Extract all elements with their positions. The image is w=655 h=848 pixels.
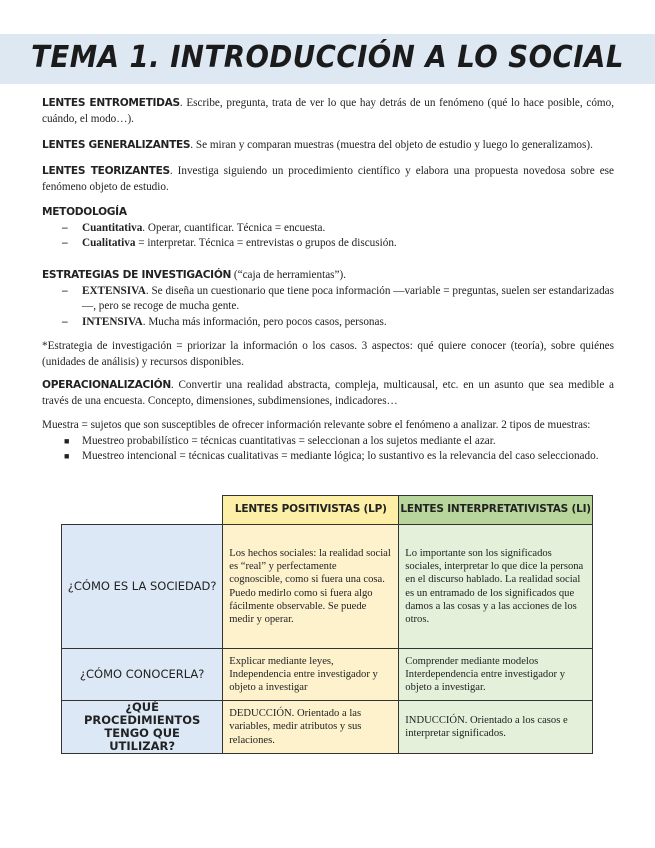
row-label-como-es-la-sociedad: ¿CÓMO ES LA SOCIEDAD?: [62, 525, 223, 649]
table-row: [62, 525, 593, 649]
header-lentes-interpretativistas: LENTES INTERPRETATIVISTAS (LI): [399, 496, 593, 525]
operacionalizacion-text: . Convertir una realidad abstracta, compleja, multicausal, etc. en un asunto que sea medible a través de una encuesta. Concepto, dimensiones, subdimensiones, indicadores…: [42, 379, 614, 407]
table-corner-cell: [62, 496, 223, 525]
page-title: TEMA 1. INTRODUCCIÓN A LO SOCIAL: [31, 40, 624, 75]
cell-positivistas: Explicar mediante leyes, Independencia entre investigador y objeto a investigar: [223, 649, 399, 701]
dash-bullet-icon: –: [62, 284, 68, 297]
lentes-teorizantes-text: Investiga siguiendo un procedimiento científico y elabora una propuesta novedosa sobre ese fenómeno objeto de estudio.: [42, 165, 614, 193]
estrategias-section: [42, 268, 614, 330]
operacionalizacion-paragraph: [42, 378, 614, 409]
list-item: – INTENSIVA. Mucha más información, pero pocos casos, personas.: [42, 315, 614, 331]
table-header-row: [62, 496, 593, 525]
lentes-entrometidas-heading: LENTES ENTROMETIDAS: [42, 97, 180, 109]
list-item: ■ Muestreo intencional = técnicas cualitativas = mediante lógica; lo sustantivo es la relevancia del caso seleccionado.: [42, 449, 614, 465]
list-item: ■ Muestreo probabilístico = técnicas cuantitativas = seleccionan a los sujetos mediante el azar.: [42, 434, 614, 450]
operacionalizacion-heading: OPERACIONALIZACIÓN: [42, 379, 171, 391]
lentes-teorizantes-heading: LENTES TEORIZANTES: [42, 165, 170, 177]
dash-bullet-icon: –: [62, 221, 68, 234]
square-bullet-icon: ■: [64, 435, 70, 446]
header-lentes-positivistas: LENTES POSITIVISTAS (LP): [223, 496, 399, 525]
dash-bullet-icon: –: [62, 315, 68, 328]
muestra-list: [42, 434, 614, 465]
row-label-que-procedimientos: ¿QUÉ PROCEDIMIENTOS TENGO QUE UTILIZAR?: [62, 701, 223, 754]
metodologia-list: [42, 221, 614, 252]
list-item: – Cualitativa = interpretar. Técnica = entrevistas o grupos de discusión.: [42, 236, 614, 252]
estrategias-list: [42, 284, 614, 331]
lentes-generalizantes-paragraph: LENTES GENERALIZANTES. Se miran y comparan muestras (muestra del objeto de estudio y luego lo generalizamos).: [42, 139, 593, 151]
cell-interpretativistas: INDUCCIÓN. Orientado a los casos e interpretar significados.: [399, 701, 593, 754]
cell-interpretativistas: Lo importante son los significados sociales, interpretar lo que dice la persona en el discurso hablado. La realidad social es un entramado de los significados que damos a las cosas y a las acciones de los otros.: [399, 525, 593, 649]
estrategias-heading: ESTRATEGIAS DE INVESTIGACIÓN: [42, 269, 232, 281]
metodologia-section: [42, 205, 614, 252]
square-bullet-icon: ■: [64, 451, 70, 462]
lentes-teorizantes-paragraph: LENTES TEORIZANTES. Investiga siguiendo un procedimiento científico y elabora una propuesta novedosa sobre ese fenómeno objeto de estudio.: [42, 165, 614, 193]
row-label-como-conocerla: ¿CÓMO CONOCERLA?: [62, 649, 223, 701]
estrategias-note: *Estrategia de investigación = priorizar la información o los casos. 3 aspectos: qué quiere conocer (teoría), sobre quiénes (unidades de análisis) y recursos disponibles.: [42, 340, 614, 368]
table-row: [62, 701, 593, 754]
list-item: – Cuantitativa. Operar, cuantificar. Técnica = encuesta.: [42, 221, 614, 237]
cell-positivistas: DEDUCCIÓN. Orientado a las variables, medir atributos y sus relaciones.: [223, 701, 399, 754]
lentes-generalizantes-text: Se miran y comparan muestras (muestra del objeto de estudio y luego lo generalizamos).: [195, 139, 593, 151]
cell-interpretativistas: Comprender mediante modelos Interdependencia entre investigador y objeto a investigar.: [399, 649, 593, 701]
estrategias-heading-line: [42, 268, 614, 284]
metodologia-heading: METODOLOGÍA: [42, 206, 127, 218]
lentes-entrometidas-paragraph: LENTES ENTROMETIDAS. Escribe, pregunta, trata de ver lo que hay detrás de un fenómeno (qué lo hace posible, cómo, cuándo, el modo…).: [42, 97, 615, 125]
table-row: [62, 649, 593, 701]
muestra-section: [42, 418, 614, 465]
muestra-intro: Muestra = sujetos que son susceptibles de ofrecer información relevante sobre el fenómeno a analizar. 2 tipos de muestras:: [42, 419, 591, 431]
list-item: – EXTENSIVA. Se diseña un cuestionario que tiene poca información —variable = preguntas, suelen ser estandarizadas—, pero se recoge de mucha gente.: [62, 284, 614, 313]
dash-bullet-icon: –: [62, 237, 68, 250]
lentes-comparison-table: [61, 495, 593, 754]
estrategias-subtitle: (“caja de herramientas”).: [233, 269, 347, 281]
lentes-generalizantes-heading: LENTES GENERALIZANTES: [42, 139, 191, 151]
cell-positivistas: Los hechos sociales: la realidad social es “real” y perfectamente cognoscible, como si fuera una cosa. Puedo medirlo como si fuera algo fácilmente observable. Se puede medir y operar.: [223, 525, 399, 649]
lentes-entrometidas-text: Escribe, pregunta, trata de ver lo que hay detrás de un fenómeno (qué lo hace posible, cómo, cuándo, el modo…).: [42, 97, 615, 125]
